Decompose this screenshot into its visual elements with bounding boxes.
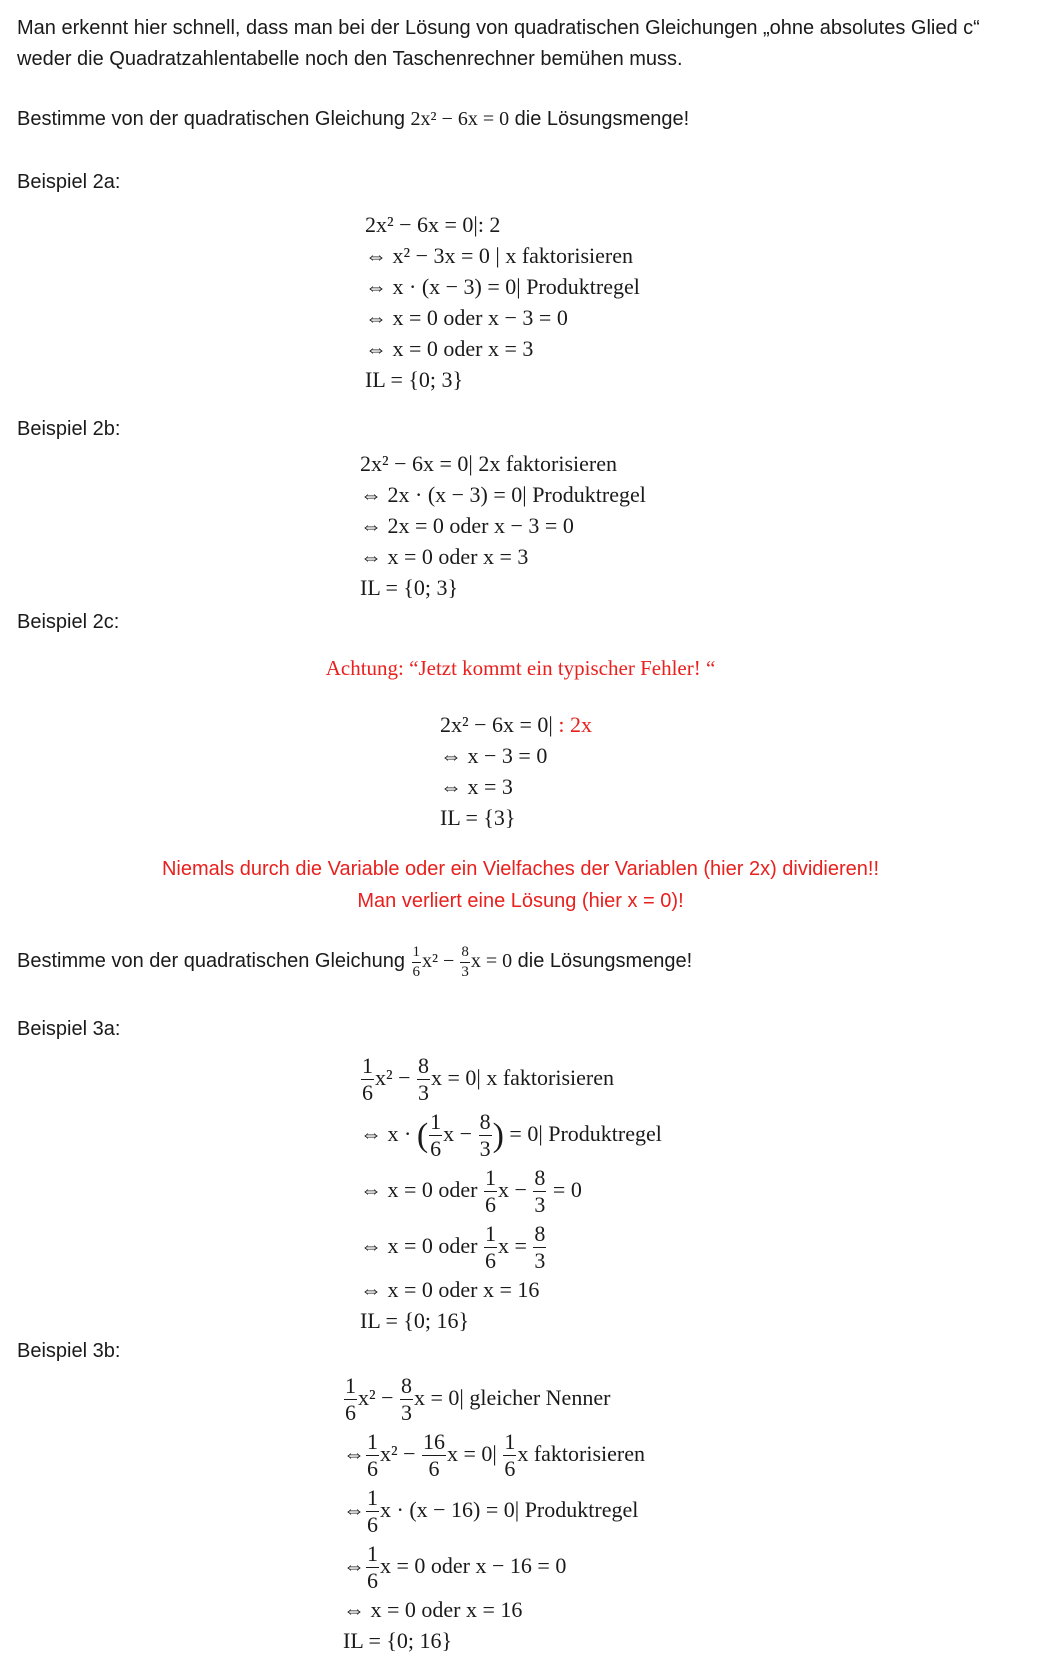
example-2b-label: Beispiel 2b: bbox=[17, 418, 121, 440]
derivation-line: ⇔ x = 0 oder x = 3 bbox=[360, 544, 529, 569]
line-tail: x faktorisieren bbox=[517, 1441, 645, 1466]
task-1-suffix: die Lösungsmenge! bbox=[509, 108, 690, 130]
derivation-line: 2x² − 6x = 0|: 2 bbox=[365, 212, 501, 237]
solution-set: IL = {0; 16} bbox=[360, 1308, 470, 1333]
line-tail: x = 0 oder x − 16 = 0 bbox=[380, 1553, 567, 1578]
example-3a-derivation bbox=[360, 1050, 662, 1336]
example-3a-label: Beispiel 3a: bbox=[17, 1018, 121, 1040]
example-3b-derivation bbox=[343, 1370, 645, 1656]
line-tail: x = 0| x faktorisieren bbox=[431, 1065, 614, 1090]
example-2a-label: Beispiel 2a: bbox=[17, 171, 121, 193]
derivation-line: $\frac{1}{6}$ x² − $\frac{8}{3}$ x = 0| x faktorisieren bbox=[362, 1053, 614, 1106]
line-tail: = 0| Produktregel bbox=[509, 1121, 662, 1146]
warning-text: Achtung: “Jetzt kommt ein typischer Fehler! “ bbox=[325, 656, 716, 680]
derivation-line: ⇔ x = 0 oder x = 16 bbox=[343, 1597, 523, 1622]
line-tail: x · (x − 16) = 0| Produktregel bbox=[380, 1497, 639, 1522]
derivation-line: ⇔ x = 0 oder x = 16 bbox=[360, 1277, 540, 1302]
derivation-line: ⇔ x = 3 bbox=[440, 774, 513, 799]
task-1 bbox=[17, 103, 689, 136]
line-tail: x = 0| gleicher Nenner bbox=[414, 1385, 611, 1410]
derivation-line bbox=[440, 709, 592, 740]
derivation-line: ⇔ x = 0 oder $\frac{1}{6}$ x = $\frac{8}{3}$ bbox=[360, 1221, 546, 1274]
derivation-line: ⇔ x − 3 = 0 bbox=[440, 743, 548, 768]
derivation-line: ⇔ x · ( $\frac{1}{6}$ x − $\frac{8}{3}$ ) = 0| Produktregel bbox=[360, 1109, 662, 1162]
warning-note-2: Man verliert eine Lösung (hier x = 0)! bbox=[357, 890, 684, 912]
line-mid: ⇔ x = 0 oder bbox=[360, 1233, 483, 1258]
task-1-equation: 2x² − 6x = 0 bbox=[410, 108, 510, 130]
example-2c-label: Beispiel 2c: bbox=[17, 611, 120, 633]
solution-set: IL = {0; 3} bbox=[365, 367, 464, 392]
solution-set: IL = {0; 3} bbox=[360, 575, 459, 600]
derivation-line: ⇔ $\frac{1}{6}$ x² − $\frac{16}{6}$ x = 0| $\frac{1}{6}$ x faktorisieren bbox=[343, 1429, 645, 1482]
intro-line-2: weder die Quadratzahlentabelle noch den Taschenrechner bemühen muss. bbox=[17, 48, 683, 70]
example-2b-derivation bbox=[360, 448, 646, 603]
derivation-line: ⇔ x = 0 oder x = 3 bbox=[365, 336, 534, 361]
derivation-line: ⇔ $\frac{1}{6}$ x · (x − 16) = 0| Produktregel bbox=[343, 1485, 639, 1538]
derivation-line-main: 2x² − 6x = 0| bbox=[440, 712, 553, 737]
example-3b-label: Beispiel 3b: bbox=[17, 1340, 121, 1362]
derivation-line: ⇔ 2x · (x − 3) = 0| Produktregel bbox=[360, 482, 646, 507]
derivation-line: ⇔ 2x = 0 oder x − 3 = 0 bbox=[360, 513, 574, 538]
line-mid: ⇔ x = 0 oder bbox=[360, 1177, 483, 1202]
wrong-division-step: : 2x bbox=[552, 712, 592, 737]
derivation-line: ⇔ $\frac{1}{6}$ x = 0 oder x − 16 = 0 bbox=[343, 1541, 567, 1594]
task-2-suffix: die Lösungsmenge! bbox=[512, 950, 693, 973]
solution-set: IL = {3} bbox=[440, 805, 516, 830]
task-2-equation: $\frac{1}{6}$ x² − $\frac{8}{3}$ x = 0 bbox=[412, 944, 513, 980]
task-1-prefix: Bestimme von der quadratischen Gleichung bbox=[17, 108, 411, 130]
derivation-line: ⇔ x = 0 oder x − 3 = 0 bbox=[365, 305, 568, 330]
derivation-line: ⇔ x · (x − 3) = 0| Produktregel bbox=[365, 274, 640, 299]
example-2a-derivation bbox=[365, 209, 640, 395]
task-2 bbox=[17, 945, 692, 980]
derivation-line: 2x² − 6x = 0| 2x faktorisieren bbox=[360, 451, 617, 476]
derivation-line: ⇔ x = 0 oder $\frac{1}{6}$ x − $\frac{8}{3}$ = 0 bbox=[360, 1165, 582, 1218]
derivation-line: $\frac{1}{6}$ x² − $\frac{8}{3}$ x = 0| gleicher Nenner bbox=[345, 1373, 611, 1426]
task-2-prefix: Bestimme von der quadratischen Gleichung bbox=[17, 950, 411, 973]
solution-set: IL = {0; 16} bbox=[343, 1628, 453, 1653]
derivation-line: ⇔ x² − 3x = 0 | x faktorisieren bbox=[365, 243, 633, 268]
example-2c-derivation bbox=[440, 709, 592, 833]
intro-line-1: Man erkennt hier schnell, dass man bei der Lösung von quadratischen Gleichungen „ohne absolutes Glied c“ bbox=[17, 17, 980, 39]
warning-note-1: Niemals durch die Variable oder ein Vielfaches der Variablen (hier 2x) dividieren!! bbox=[161, 858, 880, 880]
